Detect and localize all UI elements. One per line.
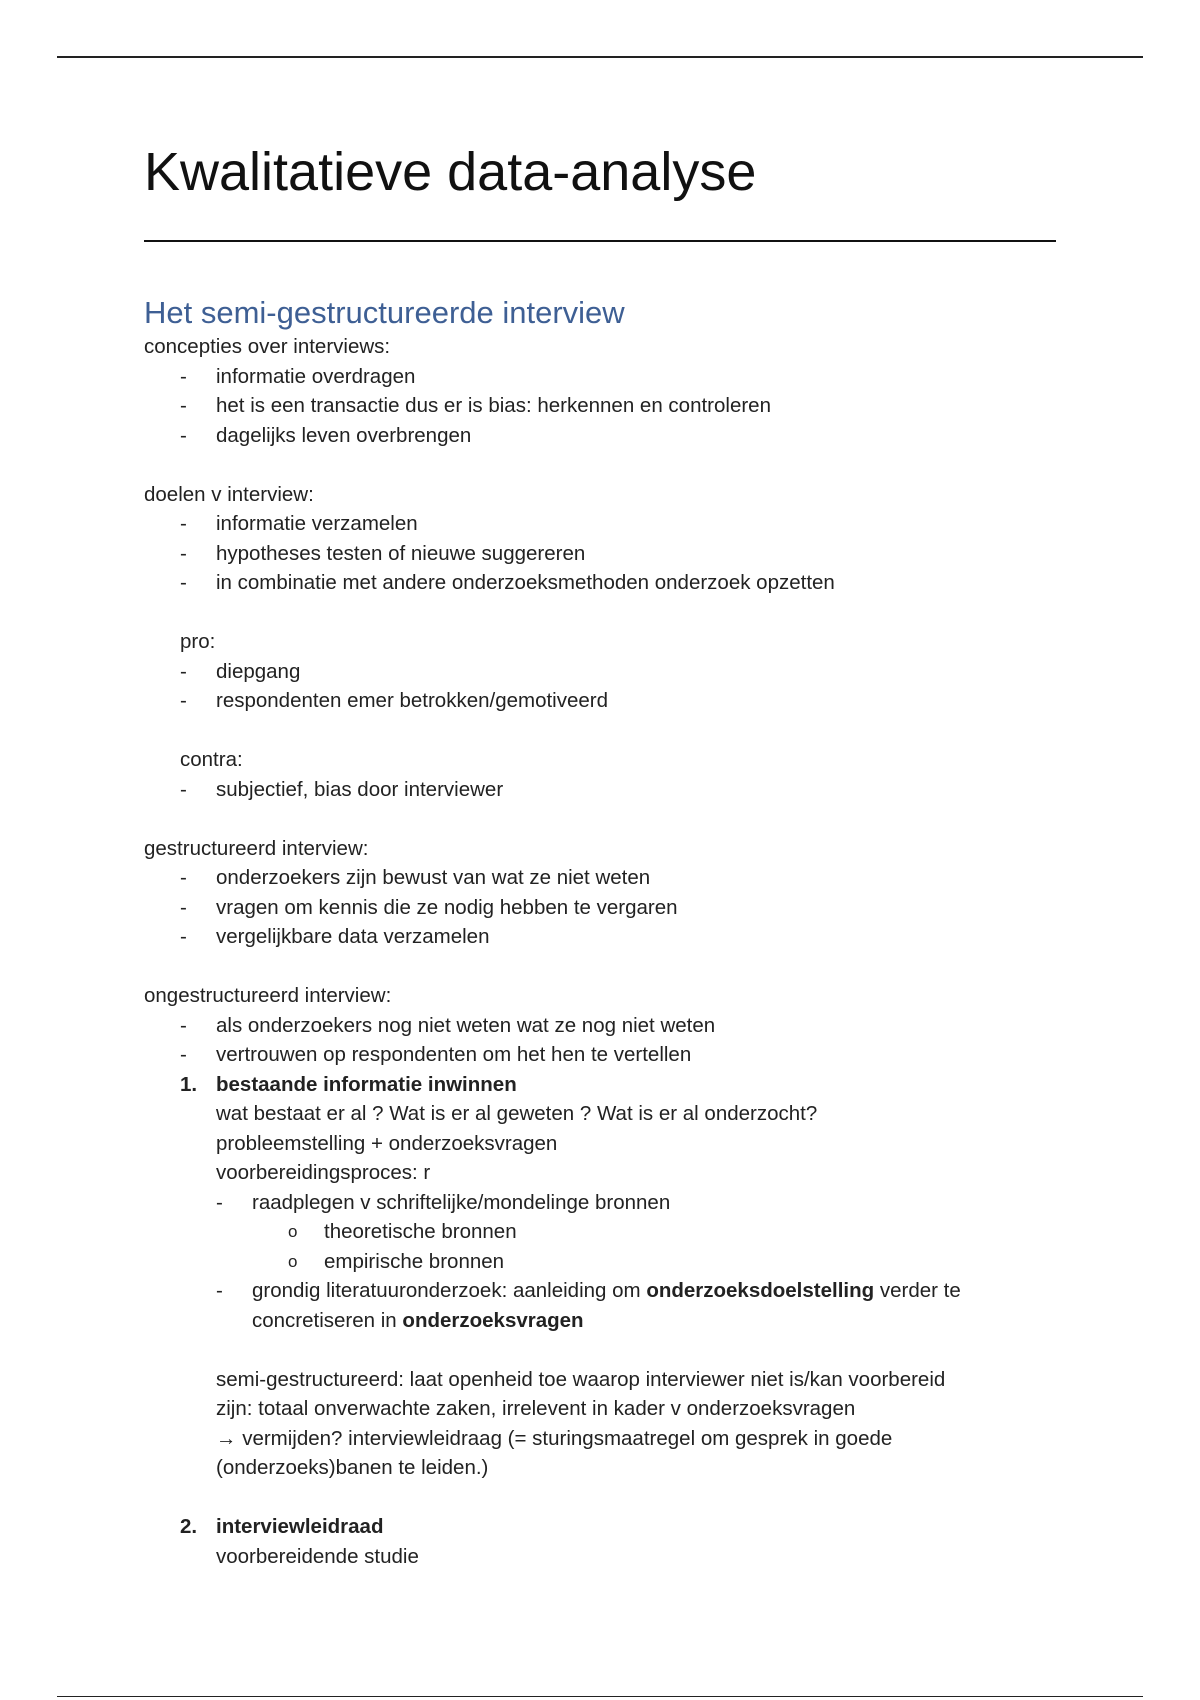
numbered-step-1 [144,1070,1064,1100]
step-text: voorbereidingsproces: r [216,1161,431,1184]
bottom-rule [57,1696,1143,1697]
numbered-step-2 [144,1512,1064,1542]
top-rule [57,56,1143,58]
step-title: interviewleidraad [216,1515,384,1538]
list-item: - informatie verzamelen [180,512,418,535]
list-item: - diepgang [180,659,301,683]
paragraph-line: (onderzoeks)banen te leiden.) [216,1456,489,1479]
list-item: - hypotheses testen of nieuwe suggereren [180,541,586,565]
list-item: - raadplegen v schriftelijke/mondelinge bronnen [216,1190,671,1214]
list-item: - informatie overdragen [180,364,416,388]
step-text: voorbereidende studie [216,1544,419,1568]
step-number: 1. [180,1072,198,1096]
goals-label: doelen v interview: [144,482,314,506]
list-item: - subjectief, bias door interviewer [180,777,504,801]
paragraph-line: semi-gestructureerd: laat openheid toe waarop interviewer niet is/kan voorbereid [216,1367,946,1391]
structured-label: gestructureerd interview: [144,836,369,860]
list-item: o empirische bronnen [288,1249,505,1273]
step-text: probleemstelling + onderzoeksvragen [216,1131,558,1155]
conceptions-label: concepties over interviews: [144,335,391,358]
contra-label: contra: [180,748,243,771]
list-item: - vertrouwen op respondenten om het hen te vertellen [180,1043,692,1066]
paragraph-line: → vermijden? interviewleidraag (= sturingsmaatregel om gesprek in goede [216,1426,893,1450]
list-item: - respondenten emer betrokken/gemotiveerd [180,689,609,712]
list-item: - grondig literatuuronderzoek: aanleiding om onderzoeksdoelstelling verder te concretiseren in onderzoeksvragen [216,1279,961,1332]
title-rule [144,240,1056,242]
list-item: - vragen om kennis die ze nodig hebben te vergaren [180,895,678,919]
list-item: o theoretische bronnen [288,1220,517,1243]
unstructured-label: ongestructureerd interview: [144,984,392,1007]
paragraph-line: zijn: totaal onverwachte zaken, irrelevent in kader v onderzoeksvragen [216,1397,856,1420]
document-body [144,332,1064,1571]
list-item: - vergelijkbare data verzamelen [180,925,490,948]
section-heading: Het semi-gestructureerde interview [144,295,625,330]
step-text: wat bestaat er al ? Wat is er al geweten ? Wat is er al onderzocht? [216,1102,818,1125]
list-item: - in combinatie met andere onderzoeksmethoden onderzoek opzetten [180,571,835,594]
list-item: - dagelijks leven overbrengen [180,423,472,447]
list-item: - als onderzoekers nog niet weten wat ze nog niet weten [180,1013,716,1037]
pro-label: pro: [180,630,216,653]
step-title: bestaande informatie inwinnen [216,1072,517,1096]
list-item: - onderzoekers zijn bewust van wat ze niet weten [180,866,651,889]
document-title: Kwalitatieve data-analyse [144,142,757,202]
step-number: 2. [180,1515,198,1538]
list-item: - het is een transactie dus er is bias: herkennen en controleren [180,394,771,417]
